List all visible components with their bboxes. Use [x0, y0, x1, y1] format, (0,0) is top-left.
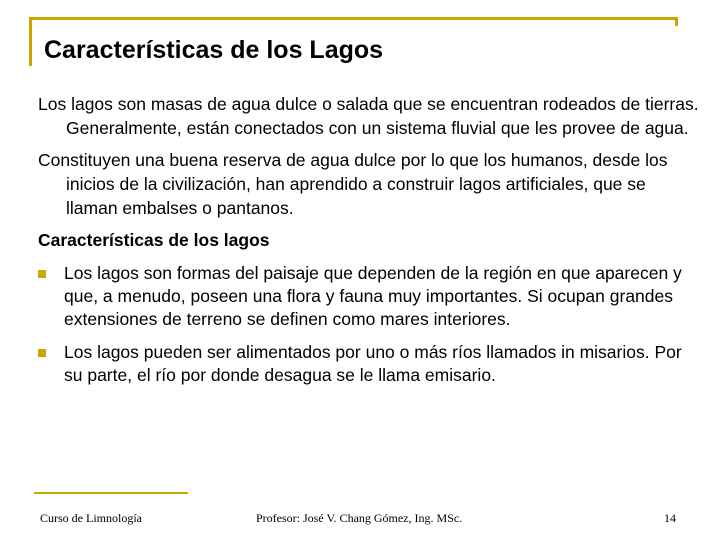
subheading: Características de los lagos — [38, 230, 270, 250]
paragraph-1: Los lagos son masas de agua dulce o salada que se encuentran rodeados de tierras. Generalmente, están conectados con un sistema fluvial que les provee de agua. — [38, 94, 699, 138]
square-bullet-icon — [38, 270, 46, 278]
footer-professor: Profesor: José V. Chang Gómez, Ing. MSc. — [256, 511, 463, 525]
title-frame-right — [675, 17, 678, 26]
title-frame-top — [29, 17, 678, 20]
paragraph-2: Constituyen una buena reserva de agua dulce por lo que los humanos, desde los inicios de la civilización, han aprendido a construir lagos artificiales, que se llaman embalses o pantanos. — [38, 150, 668, 218]
square-bullet-icon — [38, 349, 46, 357]
bullet-text: Los lagos son formas del paisaje que dependen de la región en que aparecen y que, a menudo, poseen una flora y fauna muy importantes. Si ocupan grandes extensiones de terreno se definen como mares interiores. — [64, 263, 682, 329]
bullet-item — [38, 262, 700, 331]
page-number: 14 — [664, 511, 676, 525]
bullet-item — [38, 341, 700, 387]
footer-divider — [34, 492, 188, 494]
slide-body — [38, 92, 700, 397]
footer-course: Curso de Limnología — [40, 511, 142, 525]
title-frame-left — [29, 17, 32, 66]
slide-title: Características de los Lagos — [44, 36, 384, 64]
bullet-text: Los lagos pueden ser alimentados por uno o más ríos llamados in misarios. Por su parte, el río por donde desagua se le llama emisario. — [64, 342, 682, 385]
